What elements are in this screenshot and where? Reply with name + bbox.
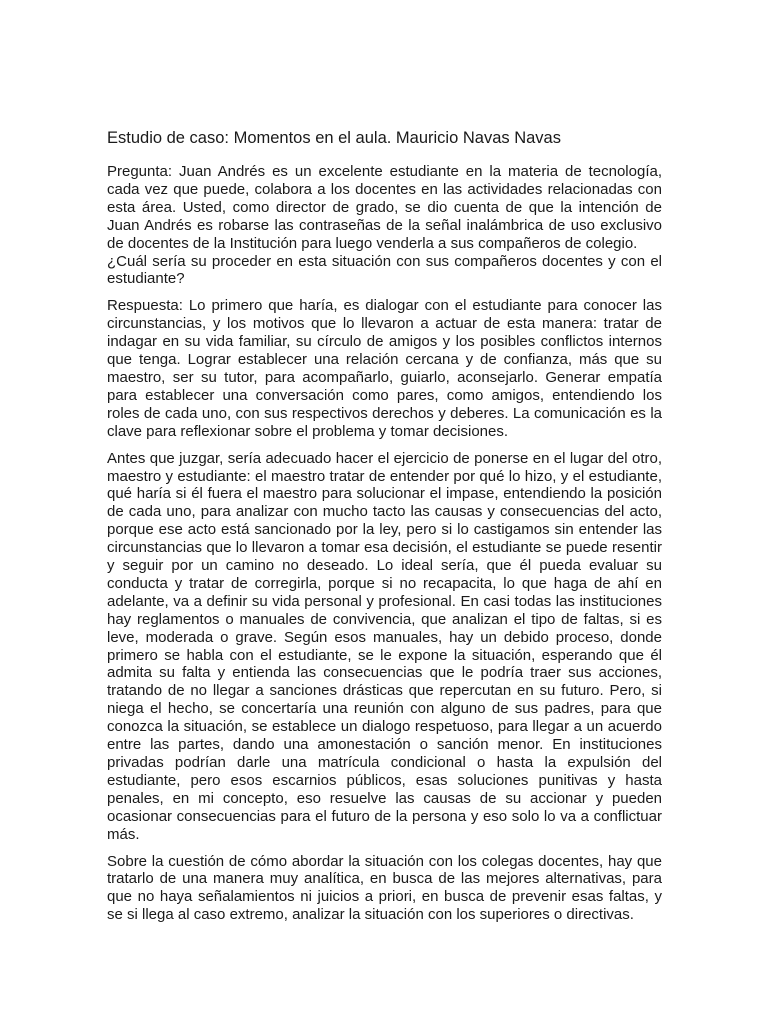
body-paragraph-3: Antes que juzgar, sería adecuado hacer el ejercicio de ponerse en el lugar del otro, maestro y estudiante: el maestro tratar de entender por qué lo hizo, y el estudiante, qué haría si él fuera el maestro para solucionar el impase, entendiendo la posición de cada uno, para analizar con mucho tacto las causas y consecuencias del acto, porque ese acto está sancionado por la ley, pero si lo castigamos sin entender las circunstancias que lo llevaron a tomar esa decisión, el estudiante se puede resentir y seguir por un camino no deseado. Lo ideal sería, que él pueda evaluar su conducta y tratar de corregirla, porque si no recapacita, lo que haga de ahí en adelante, va a definir su vida personal y profesional. En casi todas las instituciones hay reglamentos o manuales de convivencia, que analizan el tipo de faltas, si es leve, moderada o grave. Según esos manuales, hay un debido proceso, donde primero se habla con el estudiante, se le expone la situación, esperando que él admita su falta y entienda las consecuencias que le podría traer sus acciones, tratando de no llegar a sanciones drásticas que repercutan en su futuro. Pero, si niega el hecho, se concertaría una reunión con alguno de sus padres, para que conozca la situación, se establece un dialogo respetuoso, para llegar a un acuerdo entre las partes, dando una amonestación o sanción menor. En instituciones privadas podrían darle una matrícula condicional o hasta la expulsión del estudiante, pero esos escarnios públicos, esas soluciones punitivas y hasta penales, en mi concepto, eso resuelve las causas de su accionar y pueden ocasionar consecuencias para el futuro de la persona y eso solo lo va a conflictuar más. <box>107 449 662 843</box>
question-text: Pregunta: Juan Andrés es un excelente estudiante en la materia de tecnología, cada vez que puede, colabora a los docentes en las actividades relacionadas con esta área. Usted, como director de grado, se dio cuenta de que la intención de Juan Andrés es robarse las contraseñas de la señal inalámbrica de uso exclusivo de docentes de la Institución para luego venderla a sus compañeros de colegio. <box>107 163 662 252</box>
document-page <box>107 128 662 933</box>
document-title: Estudio de caso: Momentos en el aula. Mauricio Navas Navas <box>107 129 561 147</box>
body-paragraph-4: Sobre la cuestión de cómo abordar la situación con los colegas docentes, hay que tratarlo de una manera muy analítica, en busca de las mejores alternativas, para que no haya señalamientos ni juicios a priori, en busca de prevenir esas faltas, y se si llega al caso extremo, analizar la situación con los superiores o directivas. <box>107 852 662 924</box>
question-follow-up: ¿Cuál sería su proceder en esta situación con sus compañeros docentes y con el estudiante? <box>107 252 662 288</box>
question-paragraph <box>107 163 662 288</box>
answer-paragraph: Respuesta: Lo primero que haría, es dialogar con el estudiante para conocer las circunstancias, y los motivos que lo llevaron a actuar de esta manera: tratar de indagar en su vida familiar, su círculo de amigos y los posibles conflictos internos que tenga. Lograr establecer una relación cercana y de confianza, más que su maestro, ser su tutor, para acompañarlo, guiarlo, aconsejarlo. Generar empatía para establecer una conversación como pares, como amigos, entendiendo los roles de cada uno, con sus respectivos derechos y deberes. La comunicación es la clave para reflexionar sobre el problema y tomar decisiones. <box>107 297 662 440</box>
